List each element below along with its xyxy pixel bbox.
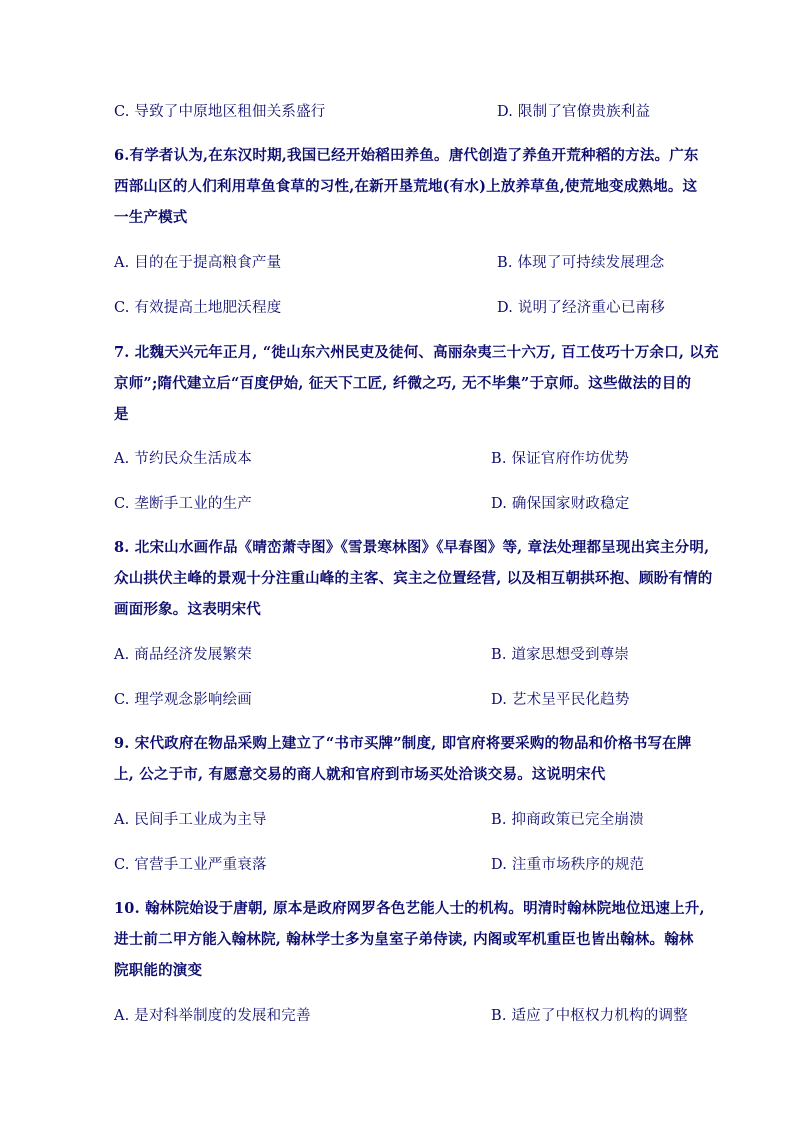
q6-option-a: A. 目的在于提高粮食产量 bbox=[114, 255, 282, 271]
q6-stem-line: 6.有学者认为,在东汉时期,我国已经开始稻田养鱼。唐代创造了养鱼开荒种稻的方法。广东 bbox=[114, 147, 699, 164]
q9-option-d: D. 注重市场秩序的规范 bbox=[491, 857, 645, 873]
q7-stem-line: 是 bbox=[114, 406, 129, 423]
q9-stem-line: 上, 公之于市, 有愿意交易的商人就和官府到市场买处洽谈交易。这说明宋代 bbox=[114, 766, 606, 783]
q7-option-b: B. 保证官府作坊优势 bbox=[491, 451, 630, 467]
q9-option-c: C. 官营手工业严重衰落 bbox=[114, 857, 267, 873]
q7-stem-line: 京师”;隋代建立后“百度伊始, 征天下工匠, 纤微之巧, 无不毕集”于京师。这些做法的目的 bbox=[114, 375, 692, 392]
q6-option-c: C. 有效提高土地肥沃程度 bbox=[114, 300, 282, 316]
q7-option-d: D. 确保国家财政稳定 bbox=[491, 496, 630, 512]
q6-stem-line: 一生产模式 bbox=[114, 209, 188, 226]
q8-option-b: B. 道家思想受到尊崇 bbox=[491, 647, 630, 663]
q7-option-a: A. 节约民众生活成本 bbox=[114, 451, 252, 467]
q7-stem-line: 7. 北魏天兴元年正月, “徙山东六州民吏及徒何、高丽杂夷三十六万, 百工伎巧十万余口, 以充 bbox=[114, 344, 719, 361]
q9-option-a: A. 民间手工业成为主导 bbox=[114, 812, 267, 828]
q8-stem-line: 画面形象。这表明宋代 bbox=[114, 601, 261, 618]
q10-stem-line: 10. 翰林院始设于唐朝, 原本是政府网罗各色艺能人士的机构。明清时翰林院地位迅速上升, bbox=[114, 900, 705, 917]
q7-option-c: C. 垄断手工业的生产 bbox=[114, 496, 252, 512]
q8-stem-line: 众山拱伏主峰的景观十分注重山峰的主客、宾主之位置经营, 以及相互朝拱环抱、顾盼有情的 bbox=[114, 570, 713, 587]
q10-stem-line: 院职能的演变 bbox=[114, 962, 203, 979]
q10-option-b: B. 适应了中枢权力机构的调整 bbox=[491, 1008, 688, 1024]
q5-option-c: C. 导致了中原地区租佃关系盛行 bbox=[114, 104, 326, 120]
q6-option-b: B. 体现了可持续发展理念 bbox=[497, 255, 665, 271]
q9-stem-line: 9. 宋代政府在物品采购上建立了“书市买牌”制度, 即官府将要采购的物品和价格书写在牌 bbox=[114, 735, 692, 752]
q8-option-a: A. 商品经济发展繁荣 bbox=[114, 647, 252, 663]
q6-stem-line: 西部山区的人们利用草鱼食草的习性,在新开垦荒地(有水)上放养草鱼,使荒地变成熟地。这 bbox=[114, 178, 698, 195]
q8-option-d: D. 艺术呈平民化趋势 bbox=[491, 692, 630, 708]
q8-option-c: C. 理学观念影响绘画 bbox=[114, 692, 252, 708]
q5-option-d: D. 限制了官僚贵族利益 bbox=[497, 104, 651, 120]
q10-option-a: A. 是对科举制度的发展和完善 bbox=[114, 1008, 311, 1024]
q6-option-d: D. 说明了经济重心已南移 bbox=[497, 300, 665, 316]
q10-stem-line: 进士前二甲方能入翰林院, 翰林学士多为皇室子弟侍读, 内阁或军机重臣也皆出翰林。翰林 bbox=[114, 931, 694, 948]
q9-option-b: B. 抑商政策已完全崩溃 bbox=[491, 812, 644, 828]
q8-stem-line: 8. 北宋山水画作品《晴峦萧寺图》《雪景寒林图》《早春图》等, 章法处理都呈现出宾主分明, bbox=[114, 539, 710, 556]
